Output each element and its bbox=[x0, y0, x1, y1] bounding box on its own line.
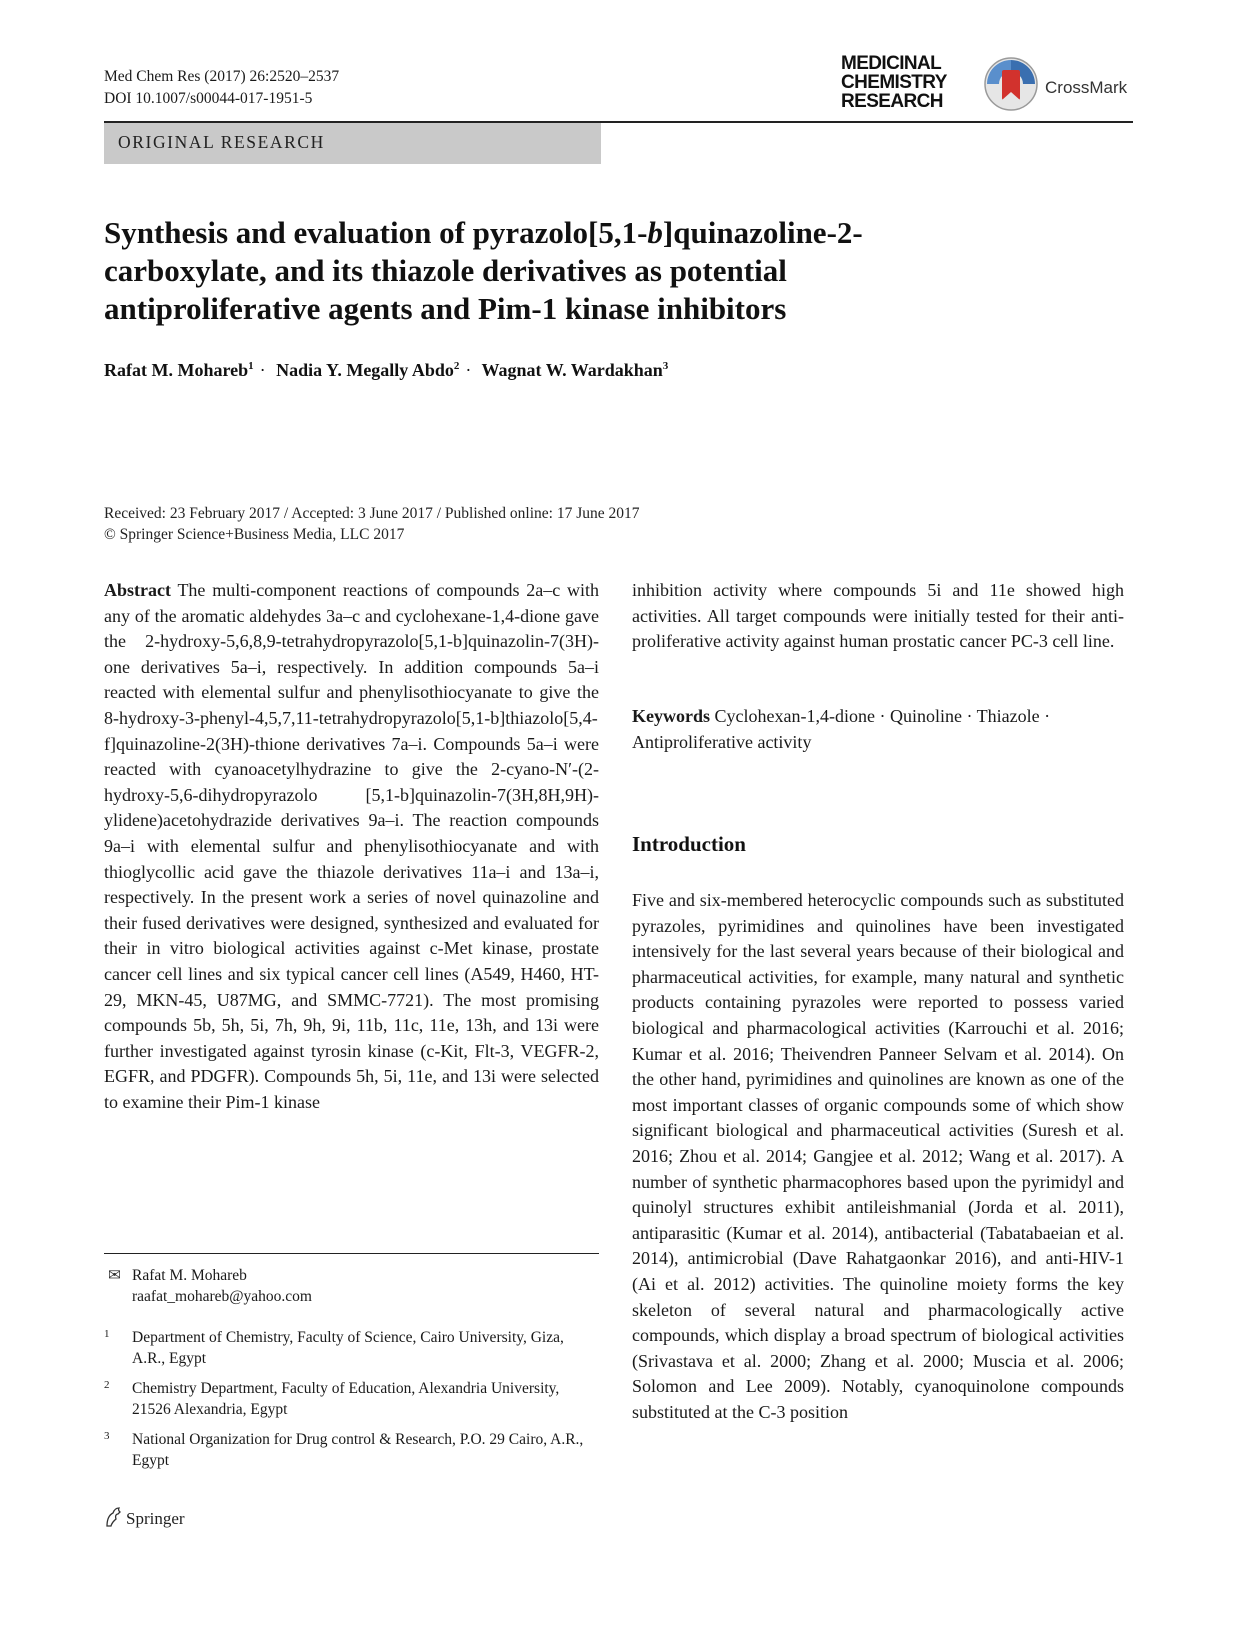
introduction-heading: Introduction bbox=[632, 832, 746, 856]
publisher-name: Springer bbox=[126, 1509, 185, 1528]
copyright-line: © Springer Science+Business Media, LLC 2017 bbox=[104, 526, 405, 543]
corresponding-name: Rafat M. Mohareb bbox=[132, 1267, 247, 1284]
abstract-text: The multi-component reactions of compounds 2a–c with any of the aromatic aldehydes 3a–c and cyclohexane-1,4-dione gave the 2-hydroxy-5,6,8,9-tetrahydropyrazolo[5,1-b]quinazolin-7(3H)-one derivatives 5a–i, respectively. In addition compounds 5a–i reacted with elemental sulfur and phenylisothiocyanate to give the 8-hydroxy-3-phenyl-4,5,7,11-tetrahydropyrazolo[5,1-b]thiazolo[5,4-f]quinazoline-2(3H)-thione derivatives 7a–i. Compounds 5a–i were reacted with cyanoacetylhydrazine to give the 2-cyano-N′-(2-hydroxy-5,6-dihydropyrazolo [5,1-b]quinazolin-7(3H,8H,9H)-ylidene)acetohydrazide derivatives 9a–i. The reaction compounds 9a–i with elemental sulfur and phenylisothiocyanate and with thioglycollic acid gave the thiazole derivatives 11a–i and 13a–i, respectively. In the present work a series of novel quinazoline and their fused derivatives were designed, synthesized and evaluated for their in vitro biological activities against c-Met kinase, prostate cancer cell lines and six typical cancer cell lines (A549, H460, HT-29, MKN-45, U87MG, and SMMC-7721). The most promising compounds 5b, 5h, 5i, 7h, 9h, 9i, 11b, 11c, 11e, 13h, and 13i were further investigated against tyrosin kinase (c-Kit, Flt-3, VEGFR-2, EGFR, and PDGFR). Compounds 5h, 5i, 11e, and 13i were selected to examine their Pim-1 kinase bbox=[104, 580, 599, 1112]
affiliation-2: 2 Chemistry Department, Faculty of Education, Alexandria University, 21526 Alexandria, Egypt bbox=[104, 1379, 560, 1418]
affiliation-1: 1 Department of Chemistry, Faculty of Science, Cairo University, Giza, A.R., Egypt bbox=[104, 1328, 564, 1367]
dates-line: Received: 23 February 2017 / Accepted: 3 June 2017 / Published online: 17 June 2017 bbox=[104, 505, 640, 522]
introduction-body: Five and six-membered heterocyclic compounds such as substituted pyrazoles, pyrimidines and quinolines have been investigated intensively for the last several years because of their biological and pharmaceutical activities, for example, many natural and synthetic products containing pyrazoles were reported to possess varied biological and pharmacological activities (Karrouchi et al. 2016; Kumar et al. 2016; Theivendren Panneer Selvam et al. 2014). On the other hand, pyrimidines and quinolines are known as one of the most important classes of organic compounds some of which show significant biological and pharmaceutical activities (Suresh et al. 2016; Zhou et al. 2014; Gangjee et al. 2012; Wang et al. 2017). A number of synthetic pharmacophores based upon the pyrimidyl and quinolyl structures exhibit antileishmanial (Jorda et al. 2011), antiparasitic (Kumar et al. 2014), antibacterial (Tabatabaeian et al. 2014), antimicrobial (Dave Rahatgaonkar 2016), and anti-HIV-1 (Ai et al. 2012) activities. The quinoline moiety forms the key skeleton of several natural and pharmacologically active compounds, which display a broad spectrum of biological activities (Srivastava et al. 2000; Zhang et al. 2000; Muscia et al. 2006; Solomon and Lee 2009). Notably, cyanoquinolone compounds substituted at the C-3 position bbox=[632, 890, 1124, 1422]
abstract bbox=[104, 578, 599, 1115]
doi[interactable]: DOI 10.1007/s00044-017-1951-5 bbox=[104, 90, 313, 107]
section-label-band bbox=[104, 123, 601, 164]
envelope-icon: ✉ bbox=[108, 1267, 121, 1284]
crossmark-button[interactable] bbox=[983, 56, 1133, 116]
author-2[interactable]: Nadia Y. Megally Abdo$^2$ bbox=[276, 360, 460, 380]
abstract-label: Abstract bbox=[104, 580, 171, 600]
corresponding-author bbox=[108, 1265, 312, 1307]
keyword: Antiproliferative activity bbox=[632, 731, 812, 752]
author-list: Rafat M. Mohareb$^1$ · Nadia Y. Megally Abdo$^2$ · Wagnat W. Wardakhan$^3$ bbox=[104, 360, 669, 380]
keyword: Cyclohexan-1,4-dione bbox=[714, 706, 875, 726]
section-label: ORIGINAL RESEARCH bbox=[118, 132, 325, 152]
springer-footer bbox=[104, 1507, 185, 1529]
article-title: Synthesis and evaluation of pyrazolo[5,1-b]quinazoline-2- carboxylate, and its thiazole derivatives as potential antiproliferative agents and Pim-1 kinase inhibitors bbox=[104, 215, 863, 326]
keywords-label: Keywords bbox=[632, 706, 710, 726]
springer-horse-icon bbox=[104, 1507, 122, 1527]
author-3[interactable]: Wagnat W. Wardakhan$^3$ bbox=[481, 360, 669, 380]
corresponding-email[interactable]: raafat_mohareb@yahoo.com bbox=[132, 1288, 312, 1305]
keyword: Thiazole bbox=[976, 706, 1040, 726]
crossmark-label: CrossMark bbox=[1045, 78, 1128, 97]
publication-dates bbox=[104, 503, 640, 545]
keywords: Keywords Cyclohexan-1,4-dione · Quinoline · Thiazole · Antiproliferative activity bbox=[632, 706, 1051, 752]
journal-logo: MEDICINAL CHEMISTRY RESEARCH bbox=[841, 53, 947, 112]
crossmark-icon bbox=[983, 56, 1039, 112]
footnote-rule bbox=[104, 1253, 599, 1254]
author-1[interactable]: Rafat M. Mohareb$^1$ bbox=[104, 360, 254, 380]
journal-reference bbox=[104, 66, 339, 110]
abstract-continuation: inhibition activity where compounds 5i and 11e showed high activities. All target compounds were initially tested for their anti-proliferative activity against human prostatic cancer PC-3 cell line. bbox=[632, 580, 1124, 652]
keyword: Quinoline bbox=[889, 706, 962, 726]
affiliation-3: 3 National Organization for Drug control & Research, P.O. 29 Cairo, A.R., Egypt bbox=[104, 1430, 584, 1469]
journal-citation: Med Chem Res (2017) 26:2520–2537 bbox=[104, 68, 340, 85]
